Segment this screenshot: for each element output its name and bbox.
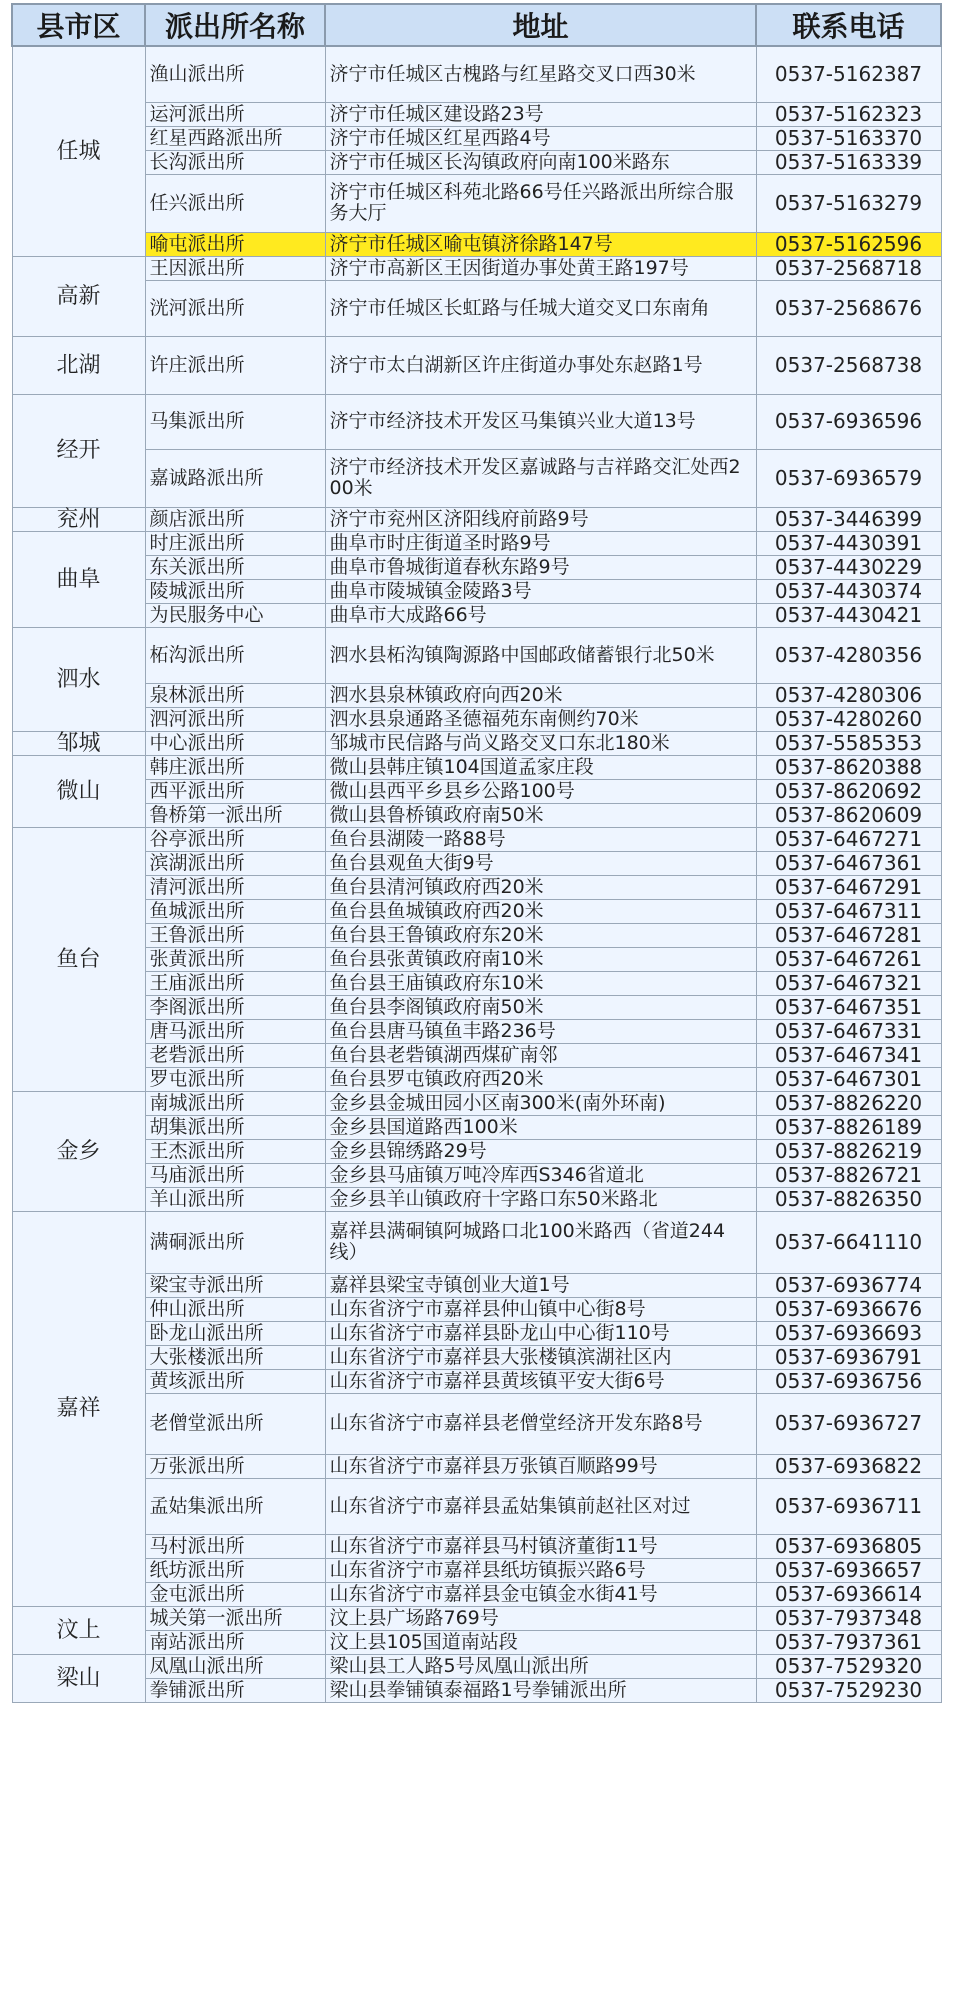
table-row bbox=[12, 174, 941, 232]
table-row bbox=[12, 603, 941, 627]
address-cell: 鱼台县鱼城镇政府西20米 bbox=[325, 899, 756, 923]
phone-cell: 0537-2568718 bbox=[756, 256, 941, 280]
table-body bbox=[12, 46, 941, 1702]
county-cell: 北湖 bbox=[12, 336, 145, 394]
station-name-cell: 满硐派出所 bbox=[145, 1211, 325, 1273]
phone-cell: 0537-8620388 bbox=[756, 755, 941, 779]
phone-cell: 0537-7529230 bbox=[756, 1678, 941, 1702]
address-cell: 济宁市任城区长沟镇政府向南100米路东 bbox=[325, 150, 756, 174]
address-cell: 山东省济宁市嘉祥县万张镇百顺路99号 bbox=[325, 1454, 756, 1478]
phone-cell: 0537-6936657 bbox=[756, 1558, 941, 1582]
table-row bbox=[12, 1187, 941, 1211]
station-name-cell: 唐马派出所 bbox=[145, 1019, 325, 1043]
station-name-cell: 喻屯派出所 bbox=[145, 232, 325, 256]
table-row bbox=[12, 707, 941, 731]
county-cell: 梁山 bbox=[12, 1654, 145, 1702]
phone-cell: 0537-8826220 bbox=[756, 1091, 941, 1115]
table-row bbox=[12, 683, 941, 707]
table-row bbox=[12, 256, 941, 280]
table-row bbox=[12, 1163, 941, 1187]
table-row bbox=[12, 1630, 941, 1654]
phone-cell: 0537-2568676 bbox=[756, 280, 941, 336]
address-cell: 济宁市任城区古槐路与红星路交叉口西30米 bbox=[325, 46, 756, 102]
station-name-cell: 胡集派出所 bbox=[145, 1115, 325, 1139]
phone-cell: 0537-4430421 bbox=[756, 603, 941, 627]
address-cell: 济宁市兖州区济阳线府前路9号 bbox=[325, 507, 756, 531]
address-cell: 微山县鲁桥镇政府南50米 bbox=[325, 803, 756, 827]
address-cell: 济宁市经济技术开发区马集镇兴业大道13号 bbox=[325, 394, 756, 449]
address-cell: 曲阜市时庄街道圣时路9号 bbox=[325, 531, 756, 555]
table-row bbox=[12, 1558, 941, 1582]
address-cell: 济宁市任城区科苑北路66号任兴路派出所综合服务大厅 bbox=[325, 174, 756, 232]
county-cell: 鱼台 bbox=[12, 827, 145, 1091]
phone-cell: 0537-6936791 bbox=[756, 1345, 941, 1369]
address-cell: 金乡县马庙镇万吨冷库西S346省道北 bbox=[325, 1163, 756, 1187]
table-row bbox=[12, 555, 941, 579]
address-cell: 鱼台县张黄镇政府南10米 bbox=[325, 947, 756, 971]
table-row bbox=[12, 232, 941, 256]
station-name-cell: 南城派出所 bbox=[145, 1091, 325, 1115]
header-station-name: 派出所名称 bbox=[145, 4, 325, 46]
table-row bbox=[12, 995, 941, 1019]
address-cell: 泗水县泉林镇政府向西20米 bbox=[325, 683, 756, 707]
phone-cell: 0537-6936756 bbox=[756, 1369, 941, 1393]
address-cell: 金乡县国道路西100米 bbox=[325, 1115, 756, 1139]
address-cell: 山东省济宁市嘉祥县老僧堂经济开发东路8号 bbox=[325, 1393, 756, 1454]
station-name-cell: 万张派出所 bbox=[145, 1454, 325, 1478]
table-row bbox=[12, 755, 941, 779]
address-cell: 金乡县金城田园小区南300米(南外环南) bbox=[325, 1091, 756, 1115]
phone-cell: 0537-6936676 bbox=[756, 1297, 941, 1321]
header-row bbox=[12, 4, 941, 46]
phone-cell: 0537-4430374 bbox=[756, 579, 941, 603]
address-cell: 济宁市太白湖新区许庄街道办事处东赵路1号 bbox=[325, 336, 756, 394]
table-row bbox=[12, 1654, 941, 1678]
county-cell: 微山 bbox=[12, 755, 145, 827]
station-name-cell: 城关第一派出所 bbox=[145, 1606, 325, 1630]
phone-cell: 0537-3446399 bbox=[756, 507, 941, 531]
table-row bbox=[12, 803, 941, 827]
phone-cell: 0537-6467331 bbox=[756, 1019, 941, 1043]
address-cell: 山东省济宁市嘉祥县纸坊镇振兴路6号 bbox=[325, 1558, 756, 1582]
table-row bbox=[12, 1345, 941, 1369]
phone-cell: 0537-6641110 bbox=[756, 1211, 941, 1273]
phone-cell: 0537-8826721 bbox=[756, 1163, 941, 1187]
station-name-cell: 滨湖派出所 bbox=[145, 851, 325, 875]
address-cell: 鱼台县老砦镇湖西煤矿南邻 bbox=[325, 1043, 756, 1067]
address-cell: 嘉祥县满硐镇阿城路口北100米路西（省道244线） bbox=[325, 1211, 756, 1273]
phone-cell: 0537-6936822 bbox=[756, 1454, 941, 1478]
county-cell: 高新 bbox=[12, 256, 145, 336]
table-row bbox=[12, 102, 941, 126]
station-name-cell: 马庙派出所 bbox=[145, 1163, 325, 1187]
address-cell: 鱼台县王鲁镇政府东20米 bbox=[325, 923, 756, 947]
station-name-cell: 王杰派出所 bbox=[145, 1139, 325, 1163]
station-name-cell: 南站派出所 bbox=[145, 1630, 325, 1654]
address-cell: 汶上县广场路769号 bbox=[325, 1606, 756, 1630]
table-row bbox=[12, 779, 941, 803]
address-cell: 鱼台县李阁镇政府南50米 bbox=[325, 995, 756, 1019]
phone-cell: 0537-5163370 bbox=[756, 126, 941, 150]
address-cell: 山东省济宁市嘉祥县孟姑集镇前赵社区对过 bbox=[325, 1478, 756, 1534]
address-cell: 鱼台县罗屯镇政府西20米 bbox=[325, 1067, 756, 1091]
station-name-cell: 大张楼派出所 bbox=[145, 1345, 325, 1369]
phone-cell: 0537-6936711 bbox=[756, 1478, 941, 1534]
address-cell: 济宁市高新区王因街道办事处黄王路197号 bbox=[325, 256, 756, 280]
station-name-cell: 许庄派出所 bbox=[145, 336, 325, 394]
table-row bbox=[12, 531, 941, 555]
station-name-cell: 颜店派出所 bbox=[145, 507, 325, 531]
county-cell: 曲阜 bbox=[12, 531, 145, 627]
table-row bbox=[12, 1369, 941, 1393]
table-row bbox=[12, 1067, 941, 1091]
address-cell: 金乡县锦绣路29号 bbox=[325, 1139, 756, 1163]
address-cell: 鱼台县唐马镇鱼丰路236号 bbox=[325, 1019, 756, 1043]
address-cell: 鱼台县湖陵一路88号 bbox=[325, 827, 756, 851]
station-name-cell: 为民服务中心 bbox=[145, 603, 325, 627]
station-name-cell: 羊山派出所 bbox=[145, 1187, 325, 1211]
station-name-cell: 洸河派出所 bbox=[145, 280, 325, 336]
phone-cell: 0537-6936596 bbox=[756, 394, 941, 449]
table-row bbox=[12, 150, 941, 174]
phone-cell: 0537-6936693 bbox=[756, 1321, 941, 1345]
station-name-cell: 凤凰山派出所 bbox=[145, 1654, 325, 1678]
table-row bbox=[12, 1534, 941, 1558]
phone-cell: 0537-6467261 bbox=[756, 947, 941, 971]
station-name-cell: 嘉诚路派出所 bbox=[145, 449, 325, 507]
address-cell: 泗水县柘沟镇陶源路中国邮政储蓄银行北50米 bbox=[325, 627, 756, 683]
phone-cell: 0537-2568738 bbox=[756, 336, 941, 394]
table-row bbox=[12, 579, 941, 603]
phone-cell: 0537-8826350 bbox=[756, 1187, 941, 1211]
table-row bbox=[12, 1582, 941, 1606]
table-row bbox=[12, 449, 941, 507]
phone-cell: 0537-7529320 bbox=[756, 1654, 941, 1678]
station-name-cell: 罗屯派出所 bbox=[145, 1067, 325, 1091]
county-cell: 嘉祥 bbox=[12, 1211, 145, 1606]
phone-cell: 0537-6936805 bbox=[756, 1534, 941, 1558]
address-cell: 曲阜市鲁城街道春秋东路9号 bbox=[325, 555, 756, 579]
table-row bbox=[12, 1115, 941, 1139]
station-name-cell: 拳铺派出所 bbox=[145, 1678, 325, 1702]
station-name-cell: 仲山派出所 bbox=[145, 1297, 325, 1321]
phone-cell: 0537-6467341 bbox=[756, 1043, 941, 1067]
station-name-cell: 东关派出所 bbox=[145, 555, 325, 579]
table-row bbox=[12, 1019, 941, 1043]
table-row bbox=[12, 507, 941, 531]
header-phone: 联系电话 bbox=[756, 4, 941, 46]
phone-cell: 0537-5163339 bbox=[756, 150, 941, 174]
phone-cell: 0537-6467281 bbox=[756, 923, 941, 947]
table-row bbox=[12, 875, 941, 899]
table-row bbox=[12, 1091, 941, 1115]
table-row bbox=[12, 923, 941, 947]
station-name-cell: 时庄派出所 bbox=[145, 531, 325, 555]
phone-cell: 0537-4280306 bbox=[756, 683, 941, 707]
address-cell: 梁山县拳铺镇泰福路1号拳铺派出所 bbox=[325, 1678, 756, 1702]
station-name-cell: 运河派出所 bbox=[145, 102, 325, 126]
table-row bbox=[12, 899, 941, 923]
station-name-cell: 陵城派出所 bbox=[145, 579, 325, 603]
address-cell: 鱼台县王庙镇政府东10米 bbox=[325, 971, 756, 995]
address-cell: 微山县韩庄镇104国道孟家庄段 bbox=[325, 755, 756, 779]
phone-cell: 0537-6936579 bbox=[756, 449, 941, 507]
phone-cell: 0537-6467311 bbox=[756, 899, 941, 923]
phone-cell: 0537-5163279 bbox=[756, 174, 941, 232]
station-name-cell: 黄垓派出所 bbox=[145, 1369, 325, 1393]
table-row bbox=[12, 1297, 941, 1321]
county-cell: 金乡 bbox=[12, 1091, 145, 1211]
table-row bbox=[12, 851, 941, 875]
table-row bbox=[12, 1139, 941, 1163]
phone-cell: 0537-5162596 bbox=[756, 232, 941, 256]
table-row bbox=[12, 336, 941, 394]
table-row bbox=[12, 627, 941, 683]
table-row bbox=[12, 126, 941, 150]
address-cell: 微山县西平乡县乡公路100号 bbox=[325, 779, 756, 803]
station-name-cell: 泉林派出所 bbox=[145, 683, 325, 707]
phone-cell: 0537-6936774 bbox=[756, 1273, 941, 1297]
address-cell: 山东省济宁市嘉祥县卧龙山中心街110号 bbox=[325, 1321, 756, 1345]
address-cell: 山东省济宁市嘉祥县马村镇济董街11号 bbox=[325, 1534, 756, 1558]
station-name-cell: 韩庄派出所 bbox=[145, 755, 325, 779]
phone-cell: 0537-5585353 bbox=[756, 731, 941, 755]
address-cell: 鱼台县观鱼大街9号 bbox=[325, 851, 756, 875]
phone-cell: 0537-5162323 bbox=[756, 102, 941, 126]
address-cell: 梁山县工人路5号凤凰山派出所 bbox=[325, 1654, 756, 1678]
station-name-cell: 张黄派出所 bbox=[145, 947, 325, 971]
phone-cell: 0537-8826219 bbox=[756, 1139, 941, 1163]
station-name-cell: 清河派出所 bbox=[145, 875, 325, 899]
table-row bbox=[12, 1606, 941, 1630]
county-cell: 泗水 bbox=[12, 627, 145, 731]
county-cell: 汶上 bbox=[12, 1606, 145, 1654]
table-row bbox=[12, 947, 941, 971]
table-row bbox=[12, 1211, 941, 1273]
address-cell: 山东省济宁市嘉祥县金屯镇金水街41号 bbox=[325, 1582, 756, 1606]
phone-cell: 0537-6936614 bbox=[756, 1582, 941, 1606]
table-row bbox=[12, 46, 941, 102]
phone-cell: 0537-4430229 bbox=[756, 555, 941, 579]
station-name-cell: 任兴派出所 bbox=[145, 174, 325, 232]
phone-cell: 0537-6467361 bbox=[756, 851, 941, 875]
address-cell: 曲阜市陵城镇金陵路3号 bbox=[325, 579, 756, 603]
table-row bbox=[12, 394, 941, 449]
phone-cell: 0537-4430391 bbox=[756, 531, 941, 555]
station-name-cell: 老砦派出所 bbox=[145, 1043, 325, 1067]
address-cell: 济宁市经济技术开发区嘉诚路与吉祥路交汇处西200米 bbox=[325, 449, 756, 507]
address-cell: 鱼台县清河镇政府西20米 bbox=[325, 875, 756, 899]
address-cell: 济宁市任城区红星西路4号 bbox=[325, 126, 756, 150]
station-name-cell: 鱼城派出所 bbox=[145, 899, 325, 923]
address-cell: 邹城市民信路与尚义路交叉口东北180米 bbox=[325, 731, 756, 755]
phone-cell: 0537-4280356 bbox=[756, 627, 941, 683]
station-name-cell: 李阁派出所 bbox=[145, 995, 325, 1019]
table-row bbox=[12, 731, 941, 755]
table-row bbox=[12, 1043, 941, 1067]
station-name-cell: 柘沟派出所 bbox=[145, 627, 325, 683]
table-row bbox=[12, 971, 941, 995]
station-name-cell: 马集派出所 bbox=[145, 394, 325, 449]
address-cell: 济宁市任城区喻屯镇济徐路147号 bbox=[325, 232, 756, 256]
table-row bbox=[12, 1454, 941, 1478]
table-row bbox=[12, 1393, 941, 1454]
header-county: 县市区 bbox=[12, 4, 145, 46]
address-cell: 泗水县泉通路圣德福苑东南侧约70米 bbox=[325, 707, 756, 731]
station-name-cell: 鲁桥第一派出所 bbox=[145, 803, 325, 827]
station-name-cell: 西平派出所 bbox=[145, 779, 325, 803]
phone-cell: 0537-6467291 bbox=[756, 875, 941, 899]
station-name-cell: 卧龙山派出所 bbox=[145, 1321, 325, 1345]
phone-cell: 0537-6467321 bbox=[756, 971, 941, 995]
phone-cell: 0537-6467351 bbox=[756, 995, 941, 1019]
station-name-cell: 纸坊派出所 bbox=[145, 1558, 325, 1582]
county-cell: 兖州 bbox=[12, 507, 145, 531]
station-name-cell: 泗河派出所 bbox=[145, 707, 325, 731]
station-name-cell: 马村派出所 bbox=[145, 1534, 325, 1558]
address-cell: 山东省济宁市嘉祥县仲山镇中心街8号 bbox=[325, 1297, 756, 1321]
county-cell: 任城 bbox=[12, 46, 145, 256]
address-cell: 曲阜市大成路66号 bbox=[325, 603, 756, 627]
station-name-cell: 长沟派出所 bbox=[145, 150, 325, 174]
station-name-cell: 王庙派出所 bbox=[145, 971, 325, 995]
address-cell: 济宁市任城区长虹路与任城大道交叉口东南角 bbox=[325, 280, 756, 336]
table-row bbox=[12, 1321, 941, 1345]
table-row bbox=[12, 1478, 941, 1534]
phone-cell: 0537-8620609 bbox=[756, 803, 941, 827]
station-name-cell: 孟姑集派出所 bbox=[145, 1478, 325, 1534]
county-cell: 经开 bbox=[12, 394, 145, 507]
phone-cell: 0537-4280260 bbox=[756, 707, 941, 731]
address-cell: 山东省济宁市嘉祥县大张楼镇滨湖社区内 bbox=[325, 1345, 756, 1369]
station-name-cell: 渔山派出所 bbox=[145, 46, 325, 102]
police-station-table bbox=[11, 3, 942, 1703]
phone-cell: 0537-5162387 bbox=[756, 46, 941, 102]
station-name-cell: 中心派出所 bbox=[145, 731, 325, 755]
station-name-cell: 梁宝寺派出所 bbox=[145, 1273, 325, 1297]
table-row bbox=[12, 1273, 941, 1297]
station-name-cell: 红星西路派出所 bbox=[145, 126, 325, 150]
phone-cell: 0537-8620692 bbox=[756, 779, 941, 803]
phone-cell: 0537-6467271 bbox=[756, 827, 941, 851]
phone-cell: 0537-6467301 bbox=[756, 1067, 941, 1091]
phone-cell: 0537-7937361 bbox=[756, 1630, 941, 1654]
header-address: 地址 bbox=[325, 4, 756, 46]
phone-cell: 0537-7937348 bbox=[756, 1606, 941, 1630]
table-row bbox=[12, 827, 941, 851]
address-cell: 济宁市任城区建设路23号 bbox=[325, 102, 756, 126]
phone-cell: 0537-6936727 bbox=[756, 1393, 941, 1454]
address-cell: 金乡县羊山镇政府十字路口东50米路北 bbox=[325, 1187, 756, 1211]
table-row bbox=[12, 1678, 941, 1702]
county-cell: 邹城 bbox=[12, 731, 145, 755]
table-row bbox=[12, 280, 941, 336]
address-cell: 山东省济宁市嘉祥县黄垓镇平安大街6号 bbox=[325, 1369, 756, 1393]
address-cell: 汶上县105国道南站段 bbox=[325, 1630, 756, 1654]
phone-cell: 0537-8826189 bbox=[756, 1115, 941, 1139]
station-name-cell: 老僧堂派出所 bbox=[145, 1393, 325, 1454]
station-name-cell: 谷亭派出所 bbox=[145, 827, 325, 851]
address-cell: 嘉祥县梁宝寺镇创业大道1号 bbox=[325, 1273, 756, 1297]
station-name-cell: 王因派出所 bbox=[145, 256, 325, 280]
station-name-cell: 王鲁派出所 bbox=[145, 923, 325, 947]
station-name-cell: 金屯派出所 bbox=[145, 1582, 325, 1606]
